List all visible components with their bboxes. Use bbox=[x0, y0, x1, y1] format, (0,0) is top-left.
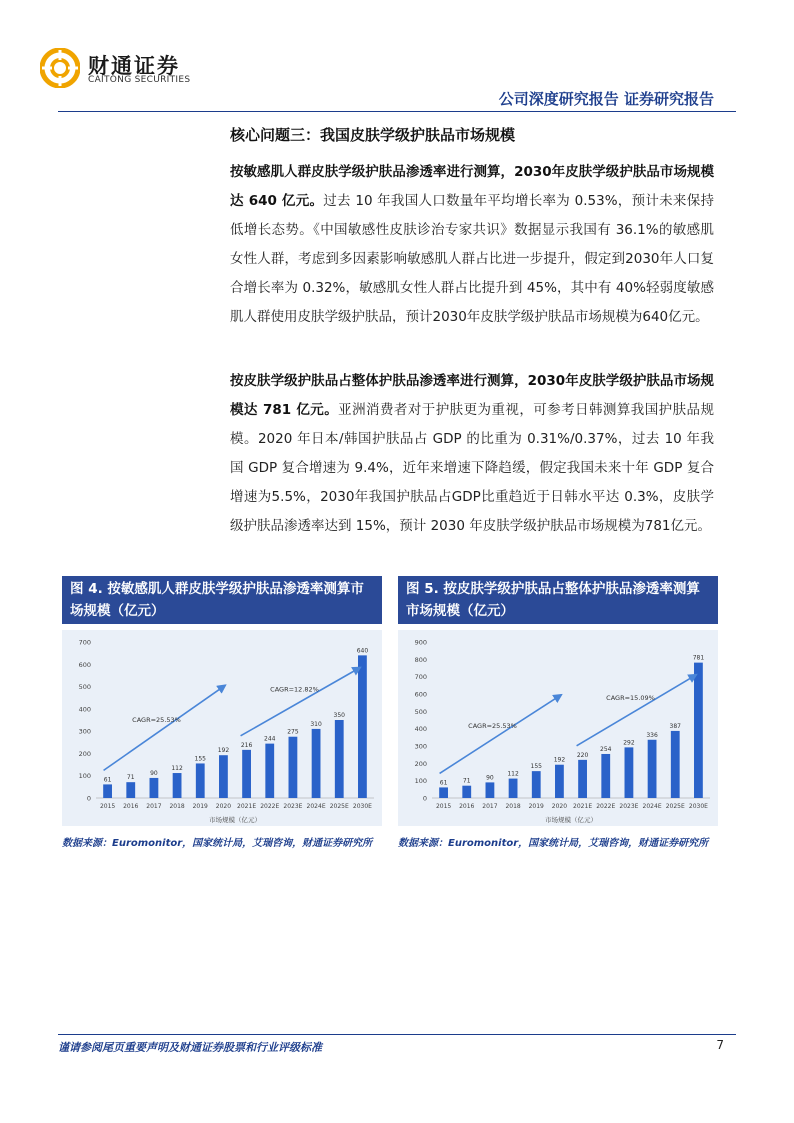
y-tick-label: 700 bbox=[414, 673, 427, 682]
x-tick-label: 2023E bbox=[619, 803, 639, 810]
bar bbox=[439, 787, 448, 798]
figure-5 bbox=[398, 576, 718, 849]
y-tick-label: 200 bbox=[78, 749, 91, 758]
bar bbox=[150, 778, 159, 798]
company-logo bbox=[40, 48, 190, 90]
y-tick-label: 600 bbox=[78, 660, 91, 669]
figure-4-svg bbox=[62, 630, 382, 826]
figure-5-chart bbox=[398, 630, 718, 826]
section-title: 核心问题三：我国皮肤学级护肤品市场规模 bbox=[230, 126, 516, 144]
paragraph-2 bbox=[230, 367, 714, 541]
y-tick-label: 800 bbox=[414, 655, 427, 664]
x-tick-label: 2022E bbox=[596, 803, 616, 810]
x-tick-label: 2016 bbox=[459, 803, 475, 810]
bar bbox=[625, 747, 634, 798]
cagr-annotation: CAGR=25.53% bbox=[468, 722, 517, 731]
bar bbox=[173, 773, 182, 798]
bar bbox=[509, 779, 518, 798]
data-label: 244 bbox=[264, 735, 276, 743]
x-tick-label: 2020 bbox=[215, 803, 232, 810]
data-label: 275 bbox=[287, 728, 299, 736]
report-type-header: 公司深度研究报告 证券研究报告 bbox=[498, 90, 714, 108]
figure-5-svg bbox=[398, 630, 718, 826]
data-label: 292 bbox=[623, 739, 635, 747]
bar bbox=[219, 755, 228, 798]
footer-disclaimer: 谨请参阅尾页重要声明及财通证券股票和行业评级标准 bbox=[58, 1041, 322, 1054]
data-label: 61 bbox=[439, 779, 448, 787]
y-tick-label: 400 bbox=[78, 705, 91, 714]
y-tick-label: 700 bbox=[78, 638, 91, 647]
bar bbox=[601, 754, 610, 798]
logo-english-name: CAITONG SECURITIES bbox=[88, 75, 191, 85]
bar bbox=[126, 782, 135, 798]
x-tick-label: 2017 bbox=[146, 803, 162, 810]
trend-arrow bbox=[440, 695, 562, 774]
figure-5-source: 数据来源：Euromonitor，国家统计局，艾瑞咨询，财通证券研究所 bbox=[398, 838, 709, 849]
x-tick-label: 2015 bbox=[99, 803, 116, 810]
y-tick-label: 200 bbox=[414, 759, 427, 768]
data-label: 192 bbox=[553, 756, 566, 764]
data-label: 387 bbox=[669, 722, 681, 730]
y-tick-label: 500 bbox=[414, 707, 427, 716]
data-label: 310 bbox=[310, 720, 322, 728]
data-label: 71 bbox=[462, 777, 471, 785]
x-tick-label: 2023E bbox=[283, 803, 303, 810]
data-label: 155 bbox=[530, 763, 542, 771]
y-tick-label: 900 bbox=[414, 638, 427, 647]
bar bbox=[671, 731, 680, 798]
x-tick-label: 2030E bbox=[352, 803, 372, 810]
paragraph-1 bbox=[230, 158, 714, 332]
x-tick-label: 2024E bbox=[306, 803, 326, 810]
y-tick-label: 400 bbox=[414, 725, 427, 734]
cagr-annotation: CAGR=25.53% bbox=[132, 715, 181, 724]
figure-4-source: 数据来源：Euromonitor，国家统计局，艾瑞咨询，财通证券研究所 bbox=[62, 838, 373, 849]
page-number: 7 bbox=[716, 1038, 724, 1052]
data-label: 350 bbox=[333, 712, 345, 719]
logo-emblem-icon bbox=[40, 48, 80, 88]
bar bbox=[694, 663, 703, 798]
bar bbox=[532, 771, 541, 798]
footer-divider bbox=[58, 1034, 736, 1035]
x-tick-label: 2021E bbox=[573, 803, 593, 810]
x-tick-label: 2024E bbox=[642, 803, 662, 810]
data-label: 192 bbox=[217, 747, 230, 755]
data-label: 112 bbox=[507, 770, 519, 778]
bar bbox=[335, 720, 344, 798]
paragraph-2-body: 亚洲消费者对于护肤更为重视，可参考日韩测算我国护肤品规模。2020 年日本/韩国护肤品占 GDP 的比重为 0.31%/0.37%，过去 10 年我国 GDP 复合增速为 9.4%，近年来增速下降趋缓，假定我国未来十年 GDP 复合增速为5.5%，2030年我国护肤品占GDP比重趋近于日韩水平达 0.3%，皮肤学级护肤品渗透率达到 15%，预计 2030 年皮肤学级护肤品市场规模为781亿元。 bbox=[230, 402, 714, 534]
y-tick-label: 500 bbox=[78, 683, 91, 692]
x-tick-label: 2018 bbox=[505, 803, 521, 810]
y-tick-label: 100 bbox=[414, 777, 427, 786]
data-label: 90 bbox=[150, 769, 158, 777]
data-label: 220 bbox=[576, 751, 589, 759]
x-tick-label: 2017 bbox=[482, 803, 498, 810]
logo-chinese-name: 财通证券 bbox=[88, 54, 180, 78]
data-label: 61 bbox=[103, 776, 112, 784]
bar bbox=[358, 655, 367, 798]
x-tick-label: 2030E bbox=[688, 803, 708, 810]
y-tick-label: 0 bbox=[422, 794, 427, 803]
x-tick-label: 2020 bbox=[551, 803, 568, 810]
data-label: 71 bbox=[126, 774, 135, 782]
figure-4 bbox=[62, 576, 382, 849]
bar bbox=[578, 760, 587, 798]
bar bbox=[648, 740, 657, 798]
bar bbox=[103, 784, 112, 798]
x-tick-label: 2019 bbox=[528, 803, 544, 810]
bar bbox=[289, 737, 298, 798]
data-label: 90 bbox=[486, 774, 494, 782]
data-label: 112 bbox=[171, 765, 183, 773]
x-axis-label: 市场规模（亿元） bbox=[209, 816, 261, 824]
x-tick-label: 2019 bbox=[192, 803, 208, 810]
data-label: 336 bbox=[646, 731, 658, 739]
figure-4-title: 图 4. 按敏感肌人群皮肤学级护肤品渗透率测算市场规模（亿元） bbox=[62, 576, 382, 624]
figure-4-chart bbox=[62, 630, 382, 826]
x-tick-label: 2016 bbox=[123, 803, 139, 810]
header-divider bbox=[58, 111, 736, 112]
x-axis-label: 市场规模（亿元） bbox=[545, 816, 597, 824]
data-label: 640 bbox=[356, 647, 369, 655]
y-tick-label: 100 bbox=[78, 772, 91, 781]
y-tick-label: 300 bbox=[78, 727, 91, 736]
cagr-annotation: CAGR=12.82% bbox=[270, 685, 319, 694]
y-tick-label: 300 bbox=[414, 742, 427, 751]
paragraph-2-lead: 按皮肤学级护肤品占整体护肤品渗透率进行测算，2030年皮肤学级护肤品市场规模达 781 亿元。 bbox=[230, 373, 714, 418]
bar bbox=[555, 765, 564, 798]
paragraph-1-body: 过去 10 年我国人口数量年平均增长率为 0.53%，预计未来保持低增长态势。《中国敏感性皮肤诊治专家共识》数据显示我国有 36.1%的敏感肌女性人群，考虑到多因素影响敏感肌人群占比进一步提升，假定到2030年人口复合增长率为 0.32%，敏感肌女性人群占比提升到 45%，其中有 40%轻弱度敏感肌人群使用皮肤学级护肤品，预计2030年皮肤学级护肤品市场规模为640亿元。 bbox=[230, 193, 714, 325]
bar bbox=[242, 750, 251, 798]
x-tick-label: 2018 bbox=[169, 803, 185, 810]
figure-5-title: 图 5. 按皮肤学级护肤品占整体护肤品渗透率测算市场规模（亿元） bbox=[398, 576, 718, 624]
data-label: 781 bbox=[692, 654, 705, 662]
bar bbox=[196, 763, 205, 798]
bar bbox=[486, 782, 495, 798]
data-label: 254 bbox=[600, 745, 612, 753]
cagr-annotation: CAGR=15.09% bbox=[606, 694, 655, 703]
bar bbox=[312, 729, 321, 798]
data-label: 216 bbox=[240, 741, 253, 749]
bar bbox=[462, 786, 471, 798]
x-tick-label: 2025E bbox=[665, 803, 685, 810]
paragraph-1-lead: 按敏感肌人群皮肤学级护肤品渗透率进行测算，2030年皮肤学级护肤品市场规模达 640 亿元。 bbox=[230, 164, 714, 209]
x-tick-label: 2021E bbox=[237, 803, 257, 810]
x-tick-label: 2025E bbox=[329, 803, 349, 810]
x-tick-label: 2015 bbox=[435, 803, 452, 810]
bar bbox=[265, 744, 274, 798]
y-tick-label: 0 bbox=[86, 794, 91, 803]
x-tick-label: 2022E bbox=[260, 803, 280, 810]
y-tick-label: 600 bbox=[414, 690, 427, 699]
data-label: 155 bbox=[194, 755, 206, 763]
